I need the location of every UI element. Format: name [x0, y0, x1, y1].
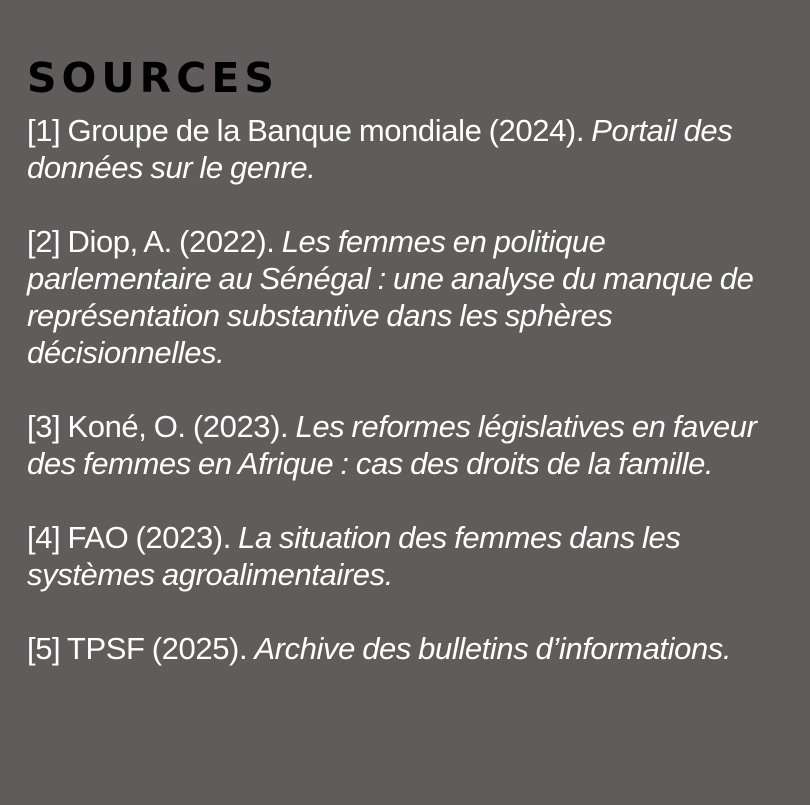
source-1-reference: [1] Groupe de la Banque mondiale (2024).	[27, 113, 592, 148]
source-2-reference: [2] Diop, A. (2022).	[27, 224, 282, 259]
source-entry-5	[27, 630, 790, 667]
source-list	[27, 112, 790, 667]
sources-heading: SOURCES	[27, 54, 279, 102]
source-3-reference: [3] Koné, O. (2023).	[27, 409, 296, 444]
source-entry-4	[27, 519, 790, 593]
source-2-title: Les femmes en politique parlementaire au Sénégal : une analyse du manque de représentation substantive dans les sphères décisionnelles.	[27, 224, 754, 370]
source-4-title: La situation des femmes dans les systèmes agroalimentaires.	[27, 520, 681, 592]
source-entry-3	[27, 408, 790, 482]
source-3-title: Les reformes législatives en faveur des femmes en Afrique : cas des droits de la famille.	[27, 409, 757, 481]
source-4-reference: [4] FAO (2023).	[27, 520, 239, 555]
source-entry-2	[27, 223, 790, 371]
source-5-title: Archive des bulletins d’informations.	[254, 631, 732, 666]
source-5-reference: [5] TPSF (2025).	[27, 631, 255, 666]
source-1-title: Portail des données sur le genre.	[27, 113, 733, 185]
source-entry-1	[27, 112, 790, 186]
